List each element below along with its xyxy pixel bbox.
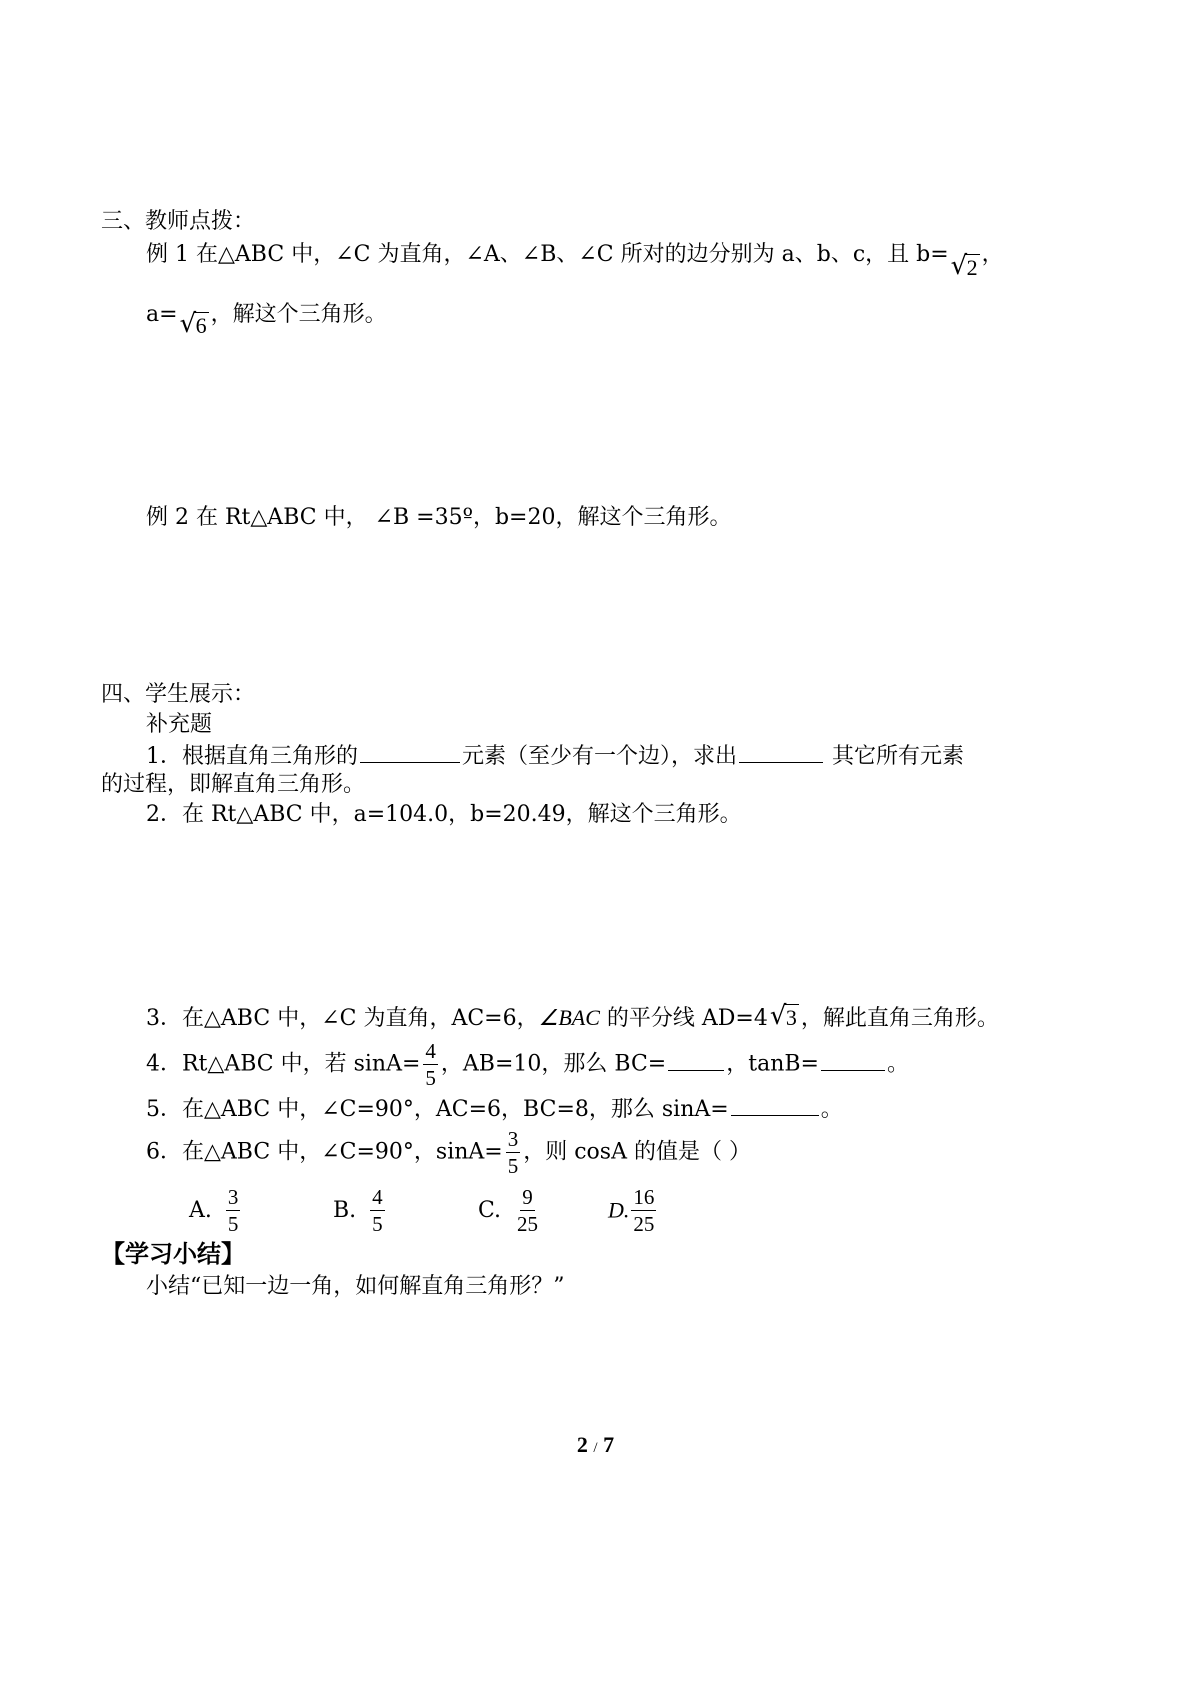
- supplement-heading: 补充题: [146, 712, 213, 737]
- example1-line2: [146, 301, 387, 339]
- example2: 例 2 在 Rt△ABC 中， ∠B =35º，b=20，解这个三角形。: [146, 505, 732, 530]
- q6-text-b: ，则 cosA 的值是（ ）: [523, 1139, 751, 1165]
- q4-text-b: ，AB=10，那么 BC=: [440, 1051, 667, 1077]
- option-d-fraction: $\frac{16}{25}$: [633, 1185, 655, 1237]
- q1-text-a: 1．根据直角三角形的: [146, 744, 358, 769]
- option-d-label: D.: [608, 1197, 630, 1223]
- option-b-label: B.: [333, 1198, 357, 1224]
- example1-text: 例 1 在△ABC 中，∠C 为直角，∠A、∠B、∠C 所对的边分别为 a、b、c，且 b=: [146, 242, 949, 267]
- q1-text-c: 其它所有元素: [825, 744, 965, 769]
- section4-heading: 四、学生展示：: [101, 682, 256, 707]
- page-separator: /: [593, 1440, 598, 1456]
- example1-line2-end: ，解这个三角形。: [210, 302, 387, 327]
- q1-blank-1[interactable]: [360, 742, 460, 763]
- q6-fraction: $\frac{3}{5}$: [507, 1127, 519, 1179]
- q5-text-b: 。: [820, 1097, 843, 1122]
- question1-line2: 的过程，即解直角三角形。: [101, 772, 366, 797]
- option-d[interactable]: [608, 1186, 659, 1235]
- q4-text-a: 4．Rt△ABC 中，若 sinA=: [146, 1051, 421, 1077]
- question1-line1: [146, 742, 964, 770]
- option-b[interactable]: [333, 1186, 388, 1235]
- section3-heading: 三、教师点拨：: [101, 209, 256, 234]
- q3-angle: ∠BAC: [538, 1005, 600, 1030]
- question6: [146, 1128, 751, 1177]
- q4-text-d: 。: [886, 1051, 909, 1077]
- q5-blank[interactable]: [731, 1095, 819, 1116]
- option-c-fraction: $\frac{9}{25}$: [517, 1185, 539, 1237]
- q4-blank-tanb[interactable]: [821, 1050, 885, 1071]
- sqrt-b: √ 2: [950, 251, 978, 281]
- q1-blank-2[interactable]: [739, 742, 823, 763]
- q5-text-a: 5．在△ABC 中，∠C=90°，AC=6，BC=8，那么 sinA=: [146, 1097, 729, 1122]
- q1-text-b: 元素（至少有一个边），求出: [462, 744, 738, 769]
- example1-line1: [146, 241, 1004, 281]
- option-c[interactable]: [478, 1186, 543, 1235]
- option-a-fraction: $\frac{3}{5}$: [227, 1185, 239, 1237]
- question5: [146, 1095, 843, 1123]
- question3: [146, 1001, 999, 1032]
- q3-text-b: 的平分线 AD=4: [599, 1006, 768, 1031]
- page-number: [0, 1432, 1191, 1458]
- total-pages: 7: [603, 1432, 615, 1457]
- q4-blank-bc[interactable]: [668, 1050, 724, 1071]
- summary-heading: 【学习小结】: [101, 1240, 245, 1268]
- q3-text-c: ，解此直角三角形。: [800, 1006, 999, 1031]
- current-page: 2: [576, 1432, 588, 1457]
- option-a-label: A.: [189, 1198, 212, 1224]
- example1-comma: ，: [981, 242, 1004, 267]
- q4-text-c: ，tanB=: [726, 1051, 819, 1077]
- sqrt-3: √ 3: [769, 1001, 797, 1031]
- option-b-fraction: $\frac{4}{5}$: [372, 1185, 383, 1237]
- summary-text: 小结“已知一边一角，如何解直角三角形？”: [146, 1274, 565, 1299]
- q6-text-a: 6．在△ABC 中，∠C=90°，sinA=: [146, 1139, 503, 1165]
- option-c-label: C.: [478, 1198, 502, 1224]
- q3-text-a: 3．在△ABC 中，∠C 为直角，AC=6，: [146, 1006, 539, 1031]
- question4: [146, 1040, 909, 1089]
- example1-a-label: a=: [146, 302, 178, 327]
- sqrt-a: √ 6: [179, 309, 207, 339]
- q4-fraction: $\frac{4}{5}$: [425, 1039, 436, 1091]
- option-a[interactable]: [189, 1186, 243, 1235]
- question2: 2．在 Rt△ABC 中，a=104.0，b=20.49，解这个三角形。: [146, 802, 742, 827]
